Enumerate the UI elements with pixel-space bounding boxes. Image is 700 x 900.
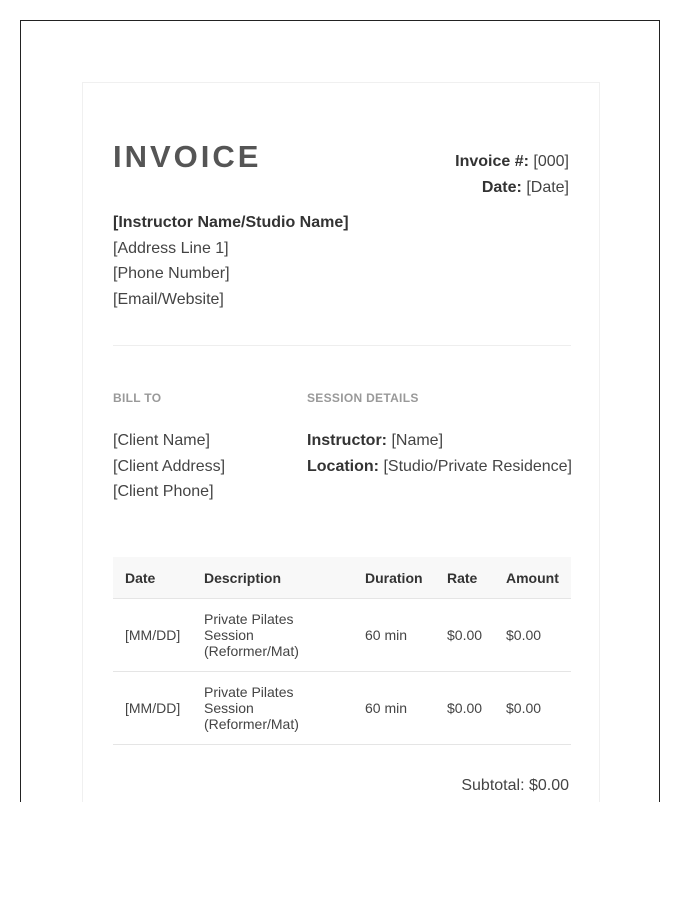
- client-phone: [Client Phone]: [113, 483, 214, 500]
- line-items-table: [113, 557, 571, 745]
- row-description: [204, 684, 324, 732]
- header-duration: Duration: [365, 570, 423, 586]
- header-rate: Rate: [447, 570, 478, 586]
- instructor-value: [Name]: [391, 432, 444, 449]
- sender-name: [Instructor Name/Studio Name]: [113, 214, 349, 231]
- header-amount: Amount: [506, 570, 559, 586]
- subtotal: Subtotal: $0.00: [461, 777, 569, 794]
- row-rate: $0.00: [447, 627, 483, 643]
- session-details-block: [307, 428, 572, 479]
- row-description-line: Session: [204, 627, 254, 643]
- bill-to-block: [113, 428, 225, 505]
- instructor-label: Instructor:: [307, 432, 387, 449]
- sender-phone: [Phone Number]: [113, 265, 230, 282]
- row-duration: 60 min: [365, 627, 408, 643]
- row-description-line: (Reformer/Mat): [204, 643, 299, 659]
- row-description-line: (Reformer/Mat): [204, 716, 299, 732]
- invoice-date: [482, 179, 569, 197]
- section-divider: [113, 345, 571, 346]
- row-amount: $0.00: [506, 700, 542, 716]
- session-details-label: SESSION DETAILS: [307, 391, 419, 405]
- row-date: [MM/DD]: [125, 700, 181, 716]
- invoice-paper: [82, 82, 600, 802]
- sender-email: [Email/Website]: [113, 290, 224, 308]
- header-date: Date: [125, 570, 156, 586]
- location-label: Location:: [307, 457, 379, 475]
- session-location: [307, 454, 572, 480]
- invoice-number: [455, 153, 569, 171]
- invoice-date-value: [Date]: [526, 179, 569, 196]
- client-address: [Client Address]: [113, 457, 226, 475]
- row-description-line: Session: [204, 700, 254, 716]
- session-instructor: [307, 428, 572, 454]
- row-description: [204, 611, 324, 659]
- sender-address: [Address Line 1]: [113, 239, 229, 257]
- row-amount: $0.00: [506, 627, 542, 643]
- row-rate: $0.00: [447, 700, 483, 716]
- row-description-line: Private Pilates: [204, 684, 294, 700]
- location-value: [Studio/Private Residence]: [383, 457, 572, 475]
- invoice-number-value: [000]: [533, 153, 569, 170]
- bill-to-label: BILL TO: [113, 391, 162, 405]
- row-description-line: Private Pilates: [204, 611, 294, 627]
- row-date: [MM/DD]: [125, 627, 181, 643]
- header-description: Description: [204, 570, 282, 586]
- row-duration: 60 min: [365, 700, 408, 716]
- sender-block: [113, 210, 349, 312]
- table-header: [113, 557, 571, 599]
- invoice-number-label: Invoice #:: [455, 153, 529, 170]
- invoice-date-label: Date:: [481, 179, 522, 196]
- client-name: [Client Name]: [113, 432, 210, 449]
- document-frame: [20, 20, 660, 802]
- table-row: [113, 672, 571, 745]
- invoice-title: INVOICE: [113, 139, 262, 174]
- table-row: [113, 599, 571, 672]
